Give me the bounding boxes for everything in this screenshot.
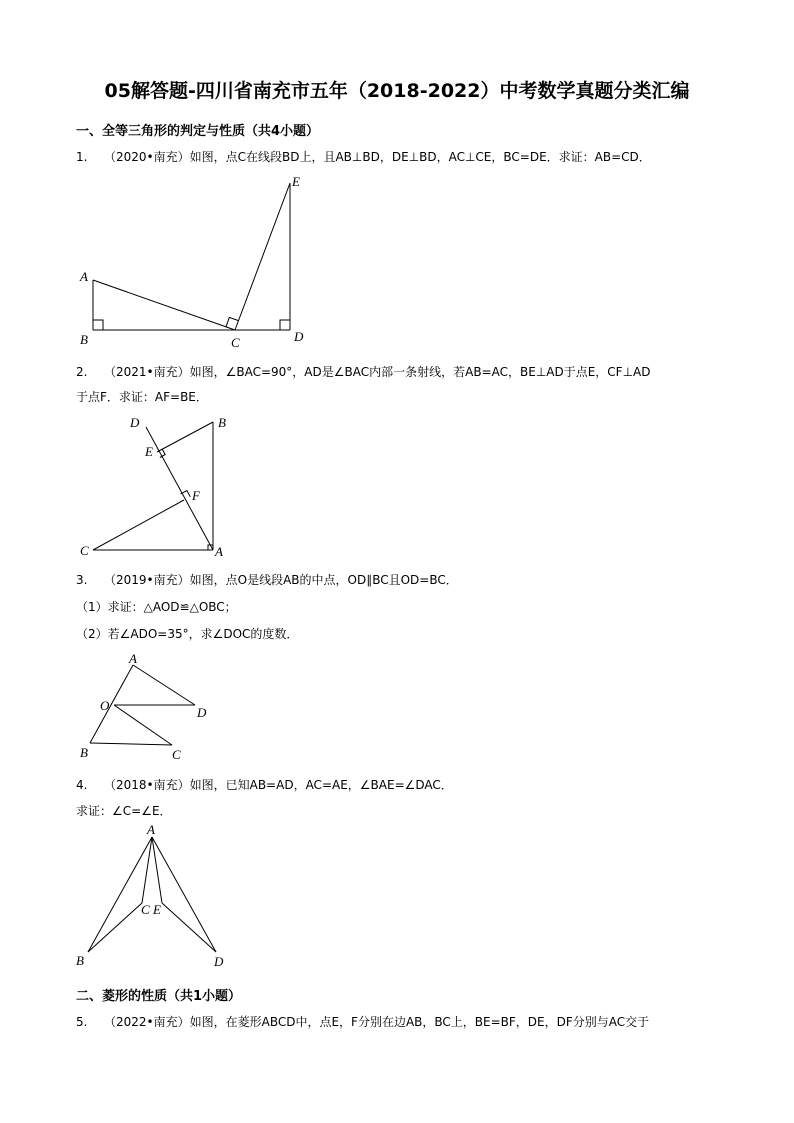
problem-statement: （2019•南充）如图，点O是线段AB的中点，OD∥BC且OD=BC． xyxy=(104,573,458,587)
problem-statement: （2020•南充）如图，点C在线段BD上，且AB⊥BD，DE⊥BD，AC⊥CE，BC=DE．求证：AB=CD． xyxy=(104,150,651,164)
label-e: E xyxy=(145,444,153,459)
problem-4-text-line-2: 求证：∠C=∠E． xyxy=(76,804,172,818)
problem-statement: （2018•南充）如图，已知AB=AD，AC=AE，∠BAE=∠DAC． xyxy=(104,778,453,792)
section-heading-rhombus: 二、菱形的性质（共1小题） xyxy=(76,989,242,1004)
label-e: E xyxy=(292,174,300,189)
label-a: A xyxy=(80,269,88,284)
problem-number: 2. xyxy=(76,365,88,379)
label-d: D xyxy=(214,954,224,969)
segment-de xyxy=(162,903,216,952)
segment-ad xyxy=(152,837,216,952)
problem-number: 1. xyxy=(76,150,88,164)
label-e: E xyxy=(153,902,161,917)
label-b: B xyxy=(80,745,88,760)
label-a: A xyxy=(147,822,155,837)
problem-number: 4. xyxy=(76,778,88,792)
label-b: B xyxy=(76,953,84,968)
label-c: C xyxy=(80,543,89,558)
problem-3-text-line-2: （1）求证：△AOD≌△OBC； xyxy=(76,600,237,614)
label-a: A xyxy=(129,651,137,666)
segment-ab xyxy=(88,837,152,952)
section-heading-congruent-triangles: 一、全等三角形的判定与性质（共4小题） xyxy=(76,124,320,139)
segment-bc xyxy=(88,903,142,952)
problem-5-text xyxy=(76,1013,649,1030)
label-c: C xyxy=(231,335,240,350)
page-title: 05解答题-四川省南充市五年（2018-2022）中考数学真题分类汇编 xyxy=(104,80,690,102)
label-o: O xyxy=(100,698,110,713)
problem-3-text-line-3: （2）若∠ADO=35°，求∠DOC的度数． xyxy=(76,627,299,641)
label-f: F xyxy=(192,488,200,503)
label-d: D xyxy=(197,705,207,720)
label-d: D xyxy=(294,329,304,344)
problem-statement: （2022•南充）如图，在菱形ABCD中，点E，F分别在边AB，BC上，BE=BF，DE，DF分别与AC交于 xyxy=(104,1015,650,1029)
problem-statement: （2021•南充）如图，∠BAC=90°，AD是∠BAC内部一条射线，若AB=AC，BE⊥AD于点E，CF⊥AD xyxy=(104,365,651,379)
problem-2-text-line-2: 于点F．求证：AF=BE． xyxy=(76,390,208,404)
label-c: C xyxy=(172,747,181,762)
problem-number: 3. xyxy=(76,573,88,587)
label-c: C xyxy=(141,902,150,917)
label-a: A xyxy=(215,544,223,559)
label-b: B xyxy=(218,415,226,430)
label-d: D xyxy=(130,415,140,430)
label-b: B xyxy=(80,332,88,347)
problem-number: 5. xyxy=(76,1015,88,1029)
